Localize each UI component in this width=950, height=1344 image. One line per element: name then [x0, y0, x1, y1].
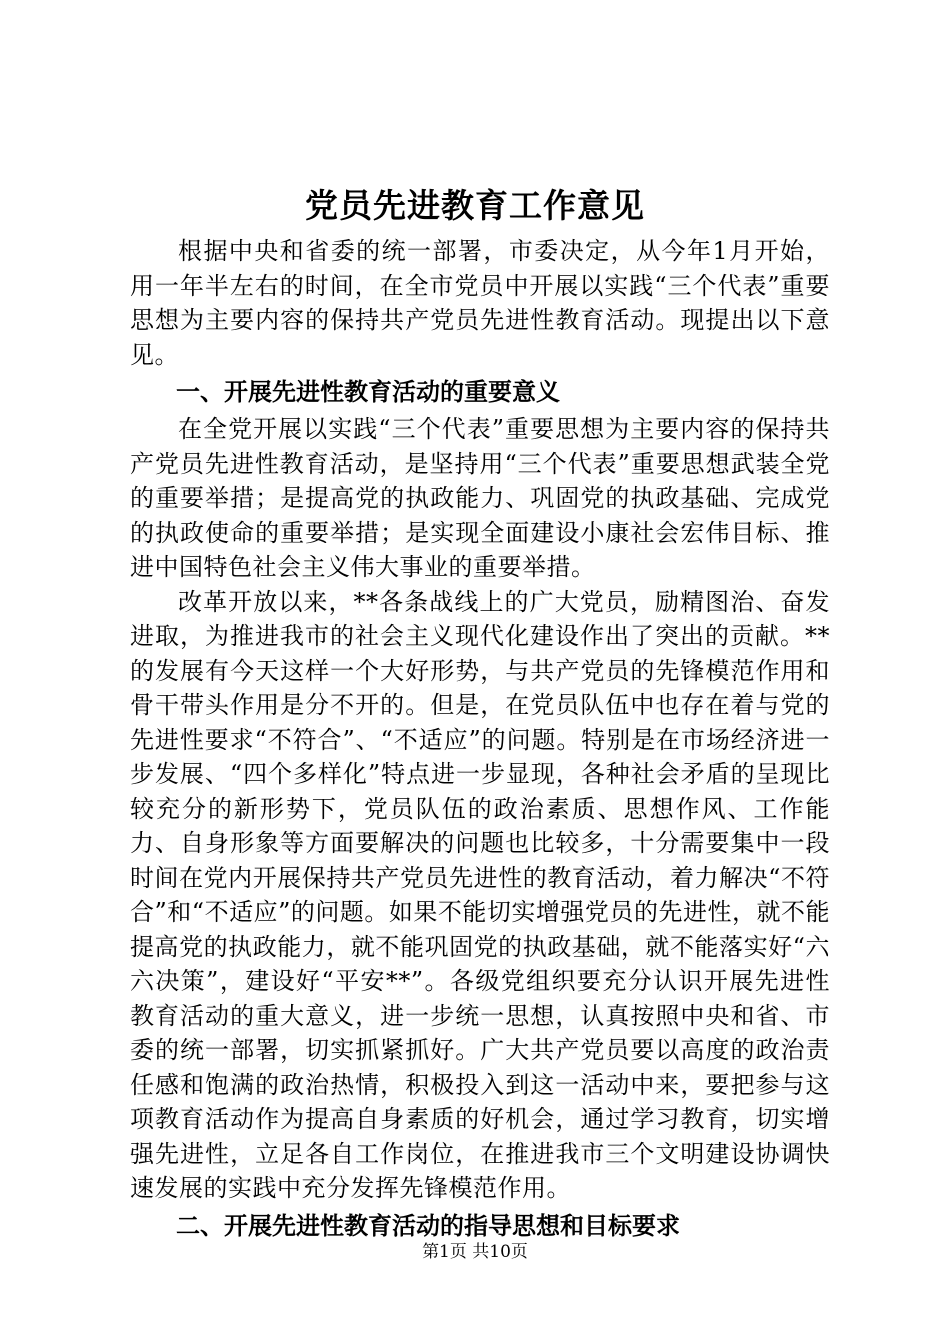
page-footer: 第1页 共10页	[422, 1242, 528, 1262]
body-paragraph: 改革开放以来，**各条战线上的广大党员，励精图治、奋发进取，为推进我市的社会主义现代化建设作出了突出的贡献。**的发展有今天这样一个大好形势，与共产党员的先锋模范作用和骨干带头作用是分不开的。但是，在党员队伍中也存在着与党的先进性要求“不符合”、“不适应”的问题。特别是在市场经济进一步发展、“四个多样化”特点进一步显现，各种社会矛盾的呈现比较充分的新形势下，党员队伍的政治素质、思想作风、工作能力、自身形象等方面要解决的问题也比较多，十分需要集中一段时间在党内开展保持共产党员先进性的教育活动，着力解决“不符合”和“不适应”的问题。如果不能切实增强党员的先进性，就不能提高党的执政能力，就不能巩固党的执政基础，就不能落实好“六六决策”，建设好“平安**”。各级党组织要充分认识开展先进性教育活动的重大意义，进一步统一思想，认真按照中央和省、市委的统一部署，切实抓紧抓好。广大共产党员要以高度的政治责任感和饱满的政治热情，积极投入到这一活动中来，要把参与这项教育活动作为提高自身素质的好机会，通过学习教育，切实增强先进性，立足各自工作岗位，在推进我市三个文明建设协调快速发展的实践中充分发挥先锋模范作用。	[130, 587, 830, 1202]
body-paragraph: 在全党开展以实践“三个代表”重要思想为主要内容的保持共产党员先进性教育活动，是坚持用“三个代表”重要思想武装全党的重要举措；是提高党的执政能力、巩固党的执政基础、完成党的执政使命的重要举措；是实现全面建设小康社会宏伟目标、推进中国特色社会主义伟大事业的重要举措。	[130, 415, 830, 581]
section-heading-2: 二、开展先进性教育活动的指导思想和目标要求	[176, 1210, 680, 1240]
intro-paragraph: 根据中央和省委的统一部署，市委决定，从今年1月开始，用一年半左右的时间，在全市党员中开展以实践“三个代表”重要思想为主要内容的保持共产党员先进性教育活动。现提出以下意见。	[130, 237, 830, 369]
document-title: 党员先进教育工作意见	[305, 186, 645, 225]
document-body	[130, 234, 830, 1246]
section-heading-1: 一、开展先进性教育活动的重要意义	[176, 377, 560, 406]
